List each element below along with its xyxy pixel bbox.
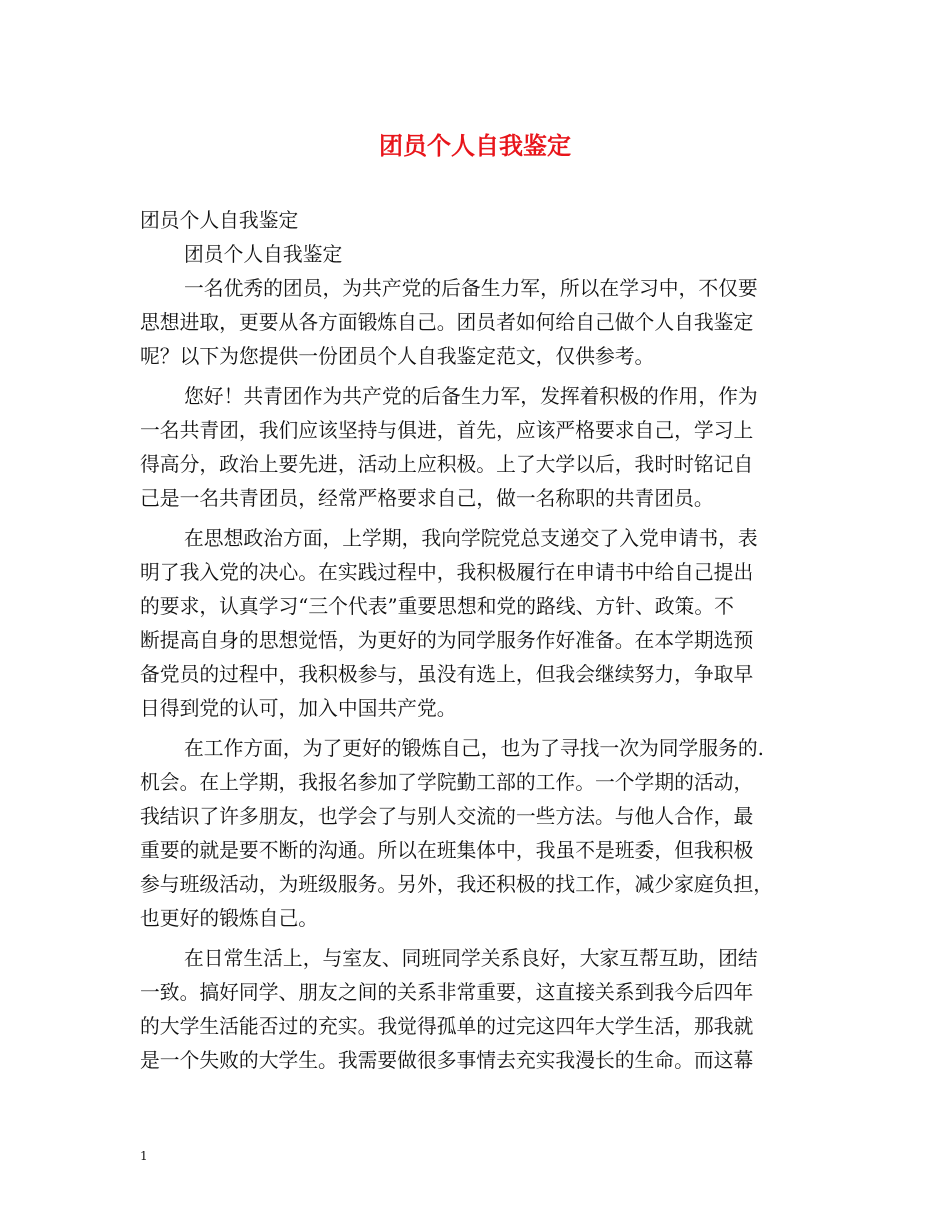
text-line: 的大学生活能否过的充实。我觉得孤单的过完这四年大学生活，那我就 — [140, 1015, 754, 1038]
text-line: 参与班级活动，为班级服务。另外，我还积极的找工作，减少家庭负担， — [140, 873, 774, 896]
text-line: 断提高自身的思想觉悟，为更好的为同学服务作好准备。在本学期选预 — [140, 629, 754, 652]
text-line: 团员个人自我鉴定 — [140, 209, 299, 232]
text-line: 一名优秀的团员，为共产党的后备生力军，所以在学习中，不仅要 — [184, 277, 758, 300]
text-line: 思想进取，更要从各方面锻炼自己。团员者如何给自己做个人自我鉴定 — [140, 311, 754, 334]
text-line: 也更好的锻炼自己。 — [140, 907, 319, 930]
document-title: 团员个人自我鉴定 — [379, 131, 571, 160]
text-line: 得高分，政治上要先进，活动上应积极。上了大学以后，我时时铭记自 — [140, 453, 754, 476]
text-line: 一致。搞好同学、朋友之间的关系非常重要，这直接关系到我今后四年 — [140, 981, 754, 1004]
text-line: 您好！共青团作为共产党的后备生力军，发挥着积极的作用，作为 — [184, 385, 758, 408]
text-line: 呢？以下为您提供一份团员个人自我鉴定范文，仅供参考。 — [140, 345, 655, 368]
page-number: 1 — [140, 1149, 148, 1163]
text-line: 己是一名共青团员，经常严格要求自己，做一名称职的共青团员。 — [140, 487, 714, 510]
document-body — [140, 204, 812, 1078]
text-line: 在工作方面，为了更好的锻炼自己，也为了寻找一次为同学服务的. — [184, 737, 764, 760]
text-line: 备党员的过程中，我积极参与，虽没有选上，但我会继续努力，争取早 — [140, 663, 754, 686]
text-line: 是一个失败的大学生。我需要做很多事情去充实我漫长的生命。而这幕 — [140, 1049, 754, 1072]
text-line: 一名共青团，我们应该坚持与俱进，首先，应该严格要求自己，学习上 — [140, 419, 754, 442]
text-line: 机会。在上学期，我报名参加了学院勤工部的工作。一个学期的活动， — [140, 771, 754, 794]
text-line: 的要求，认真学习“三个代表”重要思想和党的路线、方针、政策。不 — [140, 595, 734, 618]
text-line: 日得到党的认可，加入中国共产党。 — [140, 697, 457, 720]
text-line: 明了我入党的决心。在实践过程中，我积极履行在申请书中给自己提出 — [140, 561, 754, 584]
text-line: 在思想政治方面，上学期，我向学院党总支递交了入党申请书，表 — [184, 527, 758, 550]
text-line: 团员个人自我鉴定 — [184, 243, 343, 266]
text-line: 我结识了许多朋友，也学会了与别人交流的一些方法。与他人合作，最 — [140, 805, 754, 828]
text-line: 重要的就是要不断的沟通。所以在班集体中，我虽不是班委，但我积极 — [140, 839, 754, 862]
text-line: 在日常生活上，与室友、同班同学关系良好，大家互帮互助，团结 — [184, 947, 758, 970]
